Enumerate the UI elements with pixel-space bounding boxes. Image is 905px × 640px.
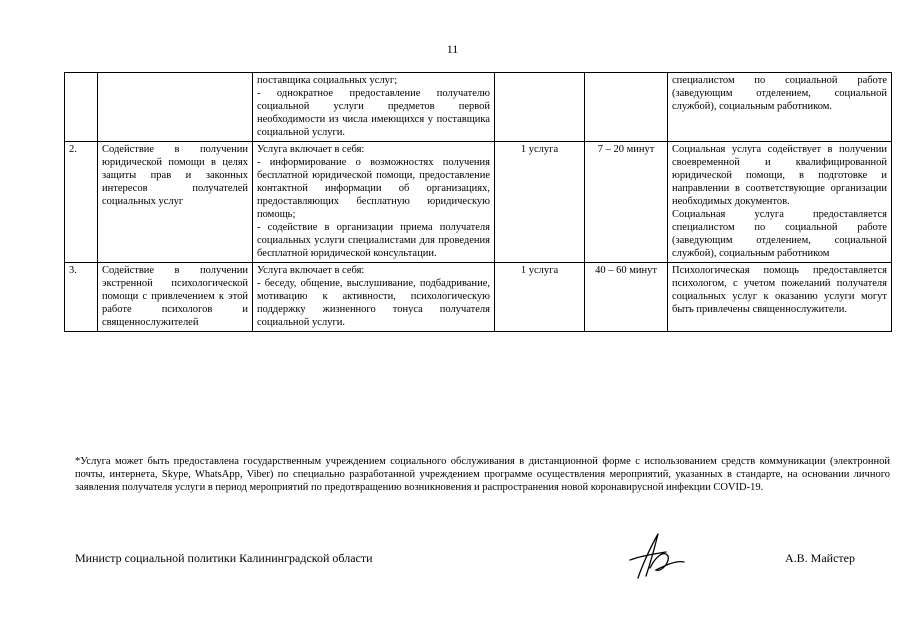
service-content bbox=[253, 263, 495, 332]
minister-name: А.В. Майстер bbox=[785, 551, 855, 565]
service-conditions bbox=[668, 73, 892, 142]
service-volume bbox=[495, 73, 585, 142]
content-line: - однократное предоставление получателю социальной услуги предметов первой необходимости из числа имеющихся у поставщика социальной услуги. bbox=[257, 88, 490, 138]
row-number: 3. bbox=[65, 263, 98, 332]
row-number: 2. bbox=[65, 142, 98, 263]
content-line: Услуга включает в себя: bbox=[257, 265, 365, 276]
page-number: 11 bbox=[446, 42, 459, 56]
conditions-line: Социальная услуга предоставляется специалистом по социальной работе (заведующим отделением, социальной службой), социальным работником bbox=[672, 209, 887, 259]
service-name: Содействие в получении юридической помощи в целях защиты прав и законных интересов получателей социальных услуг bbox=[98, 142, 253, 263]
conditions-line: специалистом по социальной работе (заведующим отделением, социальной службой), социальным работником. bbox=[672, 75, 887, 112]
services-table bbox=[64, 72, 892, 332]
content-line: - беседу, общение, выслушивание, подбадривание, мотивацию к активности, психологическую поддержку жизненного тонуса получателя социальной услуги. bbox=[257, 278, 490, 328]
signature-block bbox=[75, 548, 855, 572]
service-time: 7 – 20 минут bbox=[585, 142, 668, 263]
service-time: 40 – 60 минут bbox=[585, 263, 668, 332]
service-content bbox=[253, 142, 495, 263]
table-row bbox=[65, 142, 892, 263]
content-line: поставщика социальных услуг; bbox=[257, 75, 398, 86]
conditions-line: Социальная услуга содействует в получении своевременной и квалифицированной юридической помощи, в подготовке и направлении в соответствующие организации необходимых документов. bbox=[672, 144, 887, 207]
footnote: *Услуга может быть предоставлена государственным учреждением социального обслуживания в дистанционной форме с использованием средств коммуникации (электронной почты, интернета, Skype, WhatsApp, Viber) по специально разработанной учреждением программе осуществления мероприятий, указанных в стандарте, на основании личного заявления получателя услуги в период мероприятий по предотвращению возникновения и распространения новой коронавирусной инфекции COVID-19. bbox=[75, 456, 890, 493]
service-time bbox=[585, 73, 668, 142]
content-line: - информирование о возможностях получения бесплатной юридической помощи, предоставление контактной информации об организациях, предоставляющих бесплатную юридическую помощь; bbox=[257, 157, 490, 220]
row-number bbox=[65, 73, 98, 142]
conditions-line: Психологическая помощь предоставляется психологом, с учетом пожеланий получателя социальных услуг к оказанию услуги могут быть привлечены священнослужители. bbox=[672, 265, 887, 315]
service-conditions bbox=[668, 263, 892, 332]
minister-title: Министр социальной политики Калининградской области bbox=[75, 551, 373, 565]
table-row bbox=[65, 263, 892, 332]
service-conditions bbox=[668, 142, 892, 263]
table-row bbox=[65, 73, 892, 142]
service-name: Содействие в получении экстренной психологической помощи с привлечением к этой работе психологов и священнослужителей bbox=[98, 263, 253, 332]
service-name bbox=[98, 73, 253, 142]
handwritten-signature bbox=[620, 526, 700, 586]
service-volume: 1 услуга bbox=[495, 263, 585, 332]
content-line: Услуга включает в себя: bbox=[257, 144, 365, 155]
service-volume: 1 услуга bbox=[495, 142, 585, 263]
service-content bbox=[253, 73, 495, 142]
content-line: - содействие в организации приема получателя социальных услуги специалистами для проведения бесплатной юридической консультации. bbox=[257, 222, 490, 259]
